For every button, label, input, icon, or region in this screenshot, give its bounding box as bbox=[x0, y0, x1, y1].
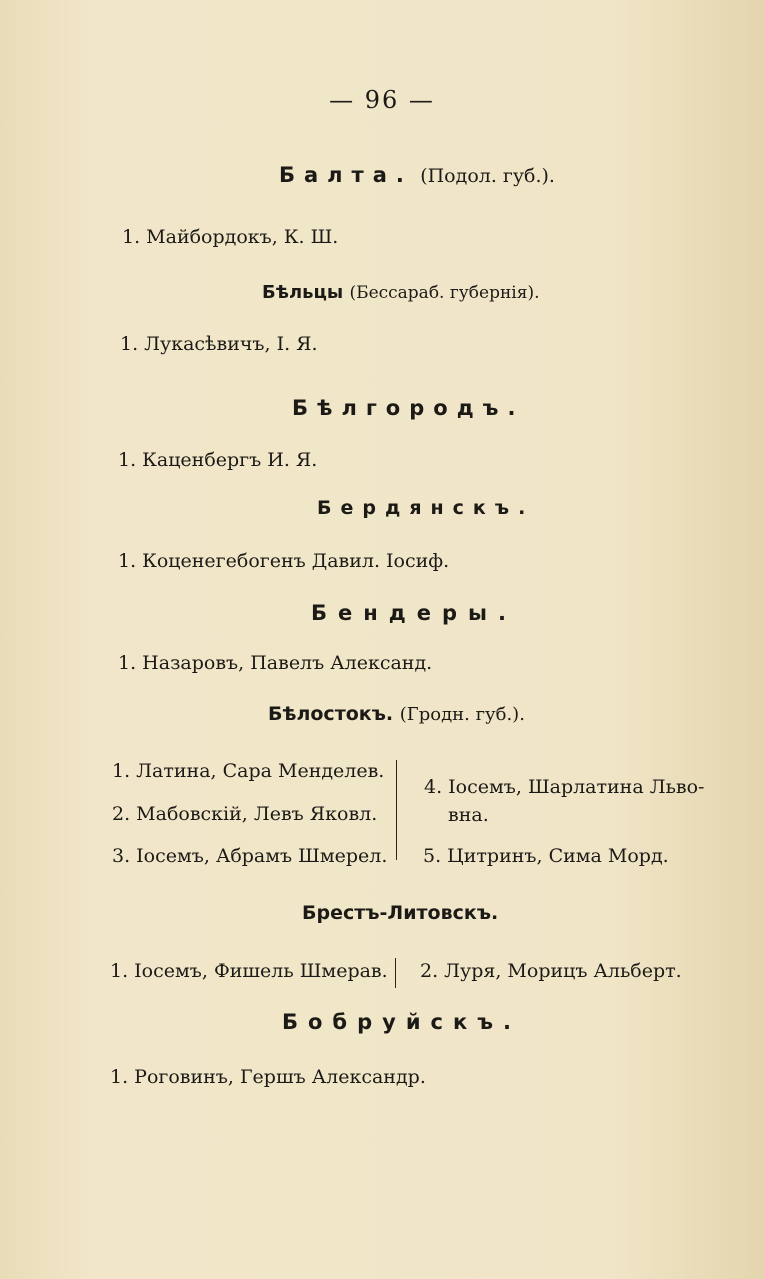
section-subtitle: (Гродн. губ.). bbox=[399, 704, 525, 725]
section-heading-bobruisk: Бобруйскъ. bbox=[282, 1010, 521, 1034]
list-item: 1. Каценбергъ И. Я. bbox=[118, 449, 318, 471]
list-item-continuation: вна. bbox=[448, 804, 489, 826]
section-title: Бѣлостокъ. bbox=[268, 703, 394, 725]
list-item: 1. Іосемъ, Фишель Шмерав. bbox=[110, 960, 388, 982]
list-item: 1. Коценегебогенъ Давил. Іосиф. bbox=[118, 550, 450, 572]
list-item: 2. Мабовскій, Левъ Яковл. bbox=[112, 803, 378, 825]
list-item: 1. Майбордокъ, К. Ш. bbox=[122, 226, 339, 248]
column-divider bbox=[396, 760, 397, 860]
list-item: 4. Іосемъ, Шарлатина Льво- bbox=[424, 776, 705, 798]
column-divider bbox=[395, 958, 396, 988]
section-heading-berdyansk: Бердянскъ. bbox=[317, 497, 535, 519]
section-title: Бѣльцы bbox=[262, 282, 344, 303]
section-heading-beltsy bbox=[262, 282, 539, 303]
list-item: 1. Назаровъ, Павелъ Александ. bbox=[118, 652, 433, 674]
section-heading-belostok bbox=[268, 703, 525, 725]
list-item: 5. Цитринъ, Сима Морд. bbox=[423, 845, 669, 867]
section-heading-balta bbox=[279, 163, 555, 187]
list-item: 3. Іосемъ, Абрамъ Шмерел. bbox=[112, 845, 388, 867]
section-heading-brest-litovsk: Брестъ-Литовскъ. bbox=[302, 902, 499, 924]
section-heading-bendery: Бендеры. bbox=[311, 601, 517, 625]
list-item: 1. Роговинъ, Гершъ Александр. bbox=[110, 1066, 426, 1088]
section-heading-belgorod: Бѣлгородъ. bbox=[292, 396, 525, 420]
section-title: Балта. bbox=[279, 163, 413, 187]
section-subtitle: (Бессараб. губернія). bbox=[349, 283, 540, 303]
list-item: 1. Лукасѣвичъ, І. Я. bbox=[120, 333, 318, 355]
list-item: 1. Латина, Сара Менделев. bbox=[112, 760, 385, 782]
list-item: 2. Луря, Морицъ Альберт. bbox=[420, 960, 682, 982]
page-number: — 96 — bbox=[329, 86, 435, 114]
section-subtitle: (Подол. губ.). bbox=[420, 165, 555, 187]
